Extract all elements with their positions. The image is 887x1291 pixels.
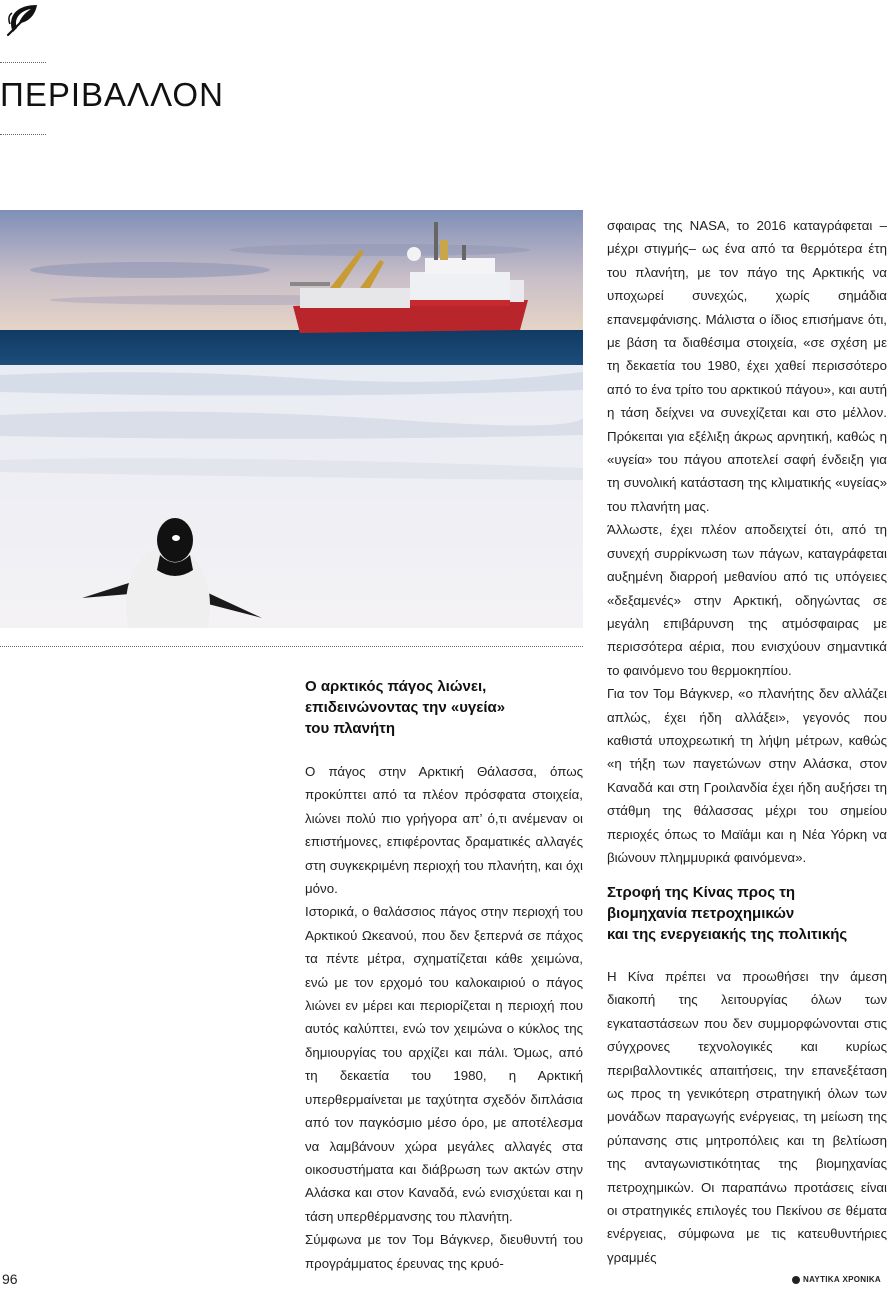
article1-column-middle [305, 760, 583, 1275]
article1-heading-line: επιδεινώνοντας την «υγεία» [305, 699, 506, 716]
leaf-icon [4, 2, 40, 38]
article1-paragraph: Άλλωστε, έχει πλέον αποδειχτεί ότι, από τη συνεχή συρρίκνωση των πάγων, καταγράφεται αυξημένη διαρροή μεθανίου από τις υπόγειες «δεξαμενές» στην Αρκτική, οδηγώντας σε μεγάλη επιβάρυνση της ατμόσφαιρας με περισσότερα αέρια, που ενισχύουν σημαντικά το φαινόμενο του θερμοκηπίου. [607, 522, 887, 678]
article1-heading-line: Ο αρκτικός πάγος λιώνει, [305, 678, 487, 695]
footer-brand [792, 1275, 881, 1284]
article1-paragraph: σφαιρας της NASA, το 2016 καταγράφεται –μέχρι στιγμής– ως ένα από τα θερμότερα έτη του πλανήτη, με τον πάγο της Αρκτικής να υποχωρεί συνεχώς, χωρίς σημάδια επανεμφάνισης. Μάλιστα ο ίδιος επισήμανε ότι, με βάση τα διαθέσιμα στοιχεία, «σε σχέση με τη δεκαετία του 1980, έχει χαθεί περισσότερο από το ένα τρίτο του αρκτικού πάγου», και αυτή η τάση δείχνει να συνεχίζεται και στο μέλλον. Πρόκειται για εξέλιξη άκρως αρνητική, καθώς η «υγεία» του πάγου αποτελεί σαφή ένδειξη για τη συνολική κατάσταση της κλιματικής «υγείας» του πλανήτη μας. [607, 218, 887, 514]
article1-paragraph: Ιστορικά, ο θαλάσσιος πάγος στην περιοχή του Αρκτικού Ωκεανού, που δεν ξεπερνά σε πάχος τα πέντε μέτρα, σχηματίζεται κάθε χειμώνα, ενώ με τον ερχομό του καλοκαιριού ο πάγος λιώνει εν μέρει και περιορίζεται η περιοχή που αυτός καλύπτει, ενώ τον χειμώνα ο κύκλος της δημιουργίας του αρχίζει και πάλι. Όμως, από τη δεκαετία του 1980, η Αρκτική υπερθερμαίνεται με ταχύτητα σχεδόν διπλάσια από τον παγκόσμιο μέσο όρο, με αποτέλεσμα να λαμβάνουν χώρα μεγάλες αλλαγές στα οικοσυστήματα και διάβρωση των ακτών στην Αλάσκα και στον Καναδά, ενώ ενισχύεται και η τάση υπερθέρμανσης του πλανήτη. [305, 904, 583, 1224]
page-number: 96 [2, 1271, 18, 1287]
article2-heading [607, 882, 887, 945]
article2-paragraph: Η Κίνα πρέπει να προωθήσει την άμεση διακοπή της λειτουργίας όλων των εγκαταστάσεων που δεν συμμορφώνονται στις σύγχρονες τεχνολογικές και κυρίως περιβαλλοντικές απαιτήσεις, την επανεξέταση ως προς τη γενικότερη στρατηγική όλων των μονάδων παραγωγής ενέργειας, τη μείωση της ρύπανσης στις μητροπόλεις και τη βελτίωση της ανταγωνιστικότητας της βιομηχανίας πετροχημικών. Οι παραπάνω προτάσεις είναι οι στρατηγικές επιλογές του Πεκίνου σε θέματα ενέργειας, σύμφωνα με τις κατευθυντήριες γραμμές [607, 969, 887, 1265]
article1-heading [305, 676, 585, 739]
article1-paragraph: Για τον Τομ Βάγκνερ, «ο πλανήτης δεν αλλάζει απλώς, έχει ήδη αλλάξει», γεγονός που καθιστά υποχρεωτική τη λήψη μέτρων, καθώς «η τήξη των παγετώνων στην Αλάσκα, στον Καναδά και στη Γροιλανδία έχει ήδη αυξήσει τη στάθμη της θάλασσας μέχρι του σημείου περιοχές όπως το Μαϊάμι και η Νέα Υόρκη να βιώνουν πλημμυρικά φαινόμενα». [607, 686, 887, 865]
title-top-rule [0, 62, 46, 63]
article1-heading-line: του πλανήτη [305, 720, 396, 737]
photo-bottom-rule [0, 646, 583, 647]
article2-heading-line: βιομηχανία πετροχημικών [607, 905, 795, 922]
title-bottom-rule [0, 134, 46, 135]
ship-penguin-photo [0, 210, 583, 628]
section-title: ΠΕΡΙΒΑΛΛΟΝ [0, 76, 224, 113]
article2-column [607, 965, 887, 1269]
article1-paragraph: Σύμφωνα με τον Τομ Βάγκνερ, διευθυντή του προγράμματος έρευνας της κρυό- [305, 1232, 583, 1271]
article2-heading-line: και της ενεργειακής της πολιτικής [607, 926, 848, 943]
brand-name: ΝΑΥΤΙΚΑ ΧΡΟΝΙΚΑ [803, 1275, 881, 1284]
article1-paragraph: Ο πάγος στην Αρκτική Θάλασσα, όπως προκύπτει από τα πλέον πρόσφατα στοιχεία, λιώνει πολύ πιο γρήγορα απ’ ό,τι ανέμεναν οι επιστήμονες, επιφέροντας δραματικές αλλαγές στη συγκεκριμένη περιοχή του πλανήτη, και όχι μόνο. [305, 764, 583, 897]
brand-logo-icon [792, 1276, 800, 1284]
article2-heading-line: Στροφή της Κίνας προς τη [607, 884, 796, 901]
article1-column-right [607, 214, 887, 869]
